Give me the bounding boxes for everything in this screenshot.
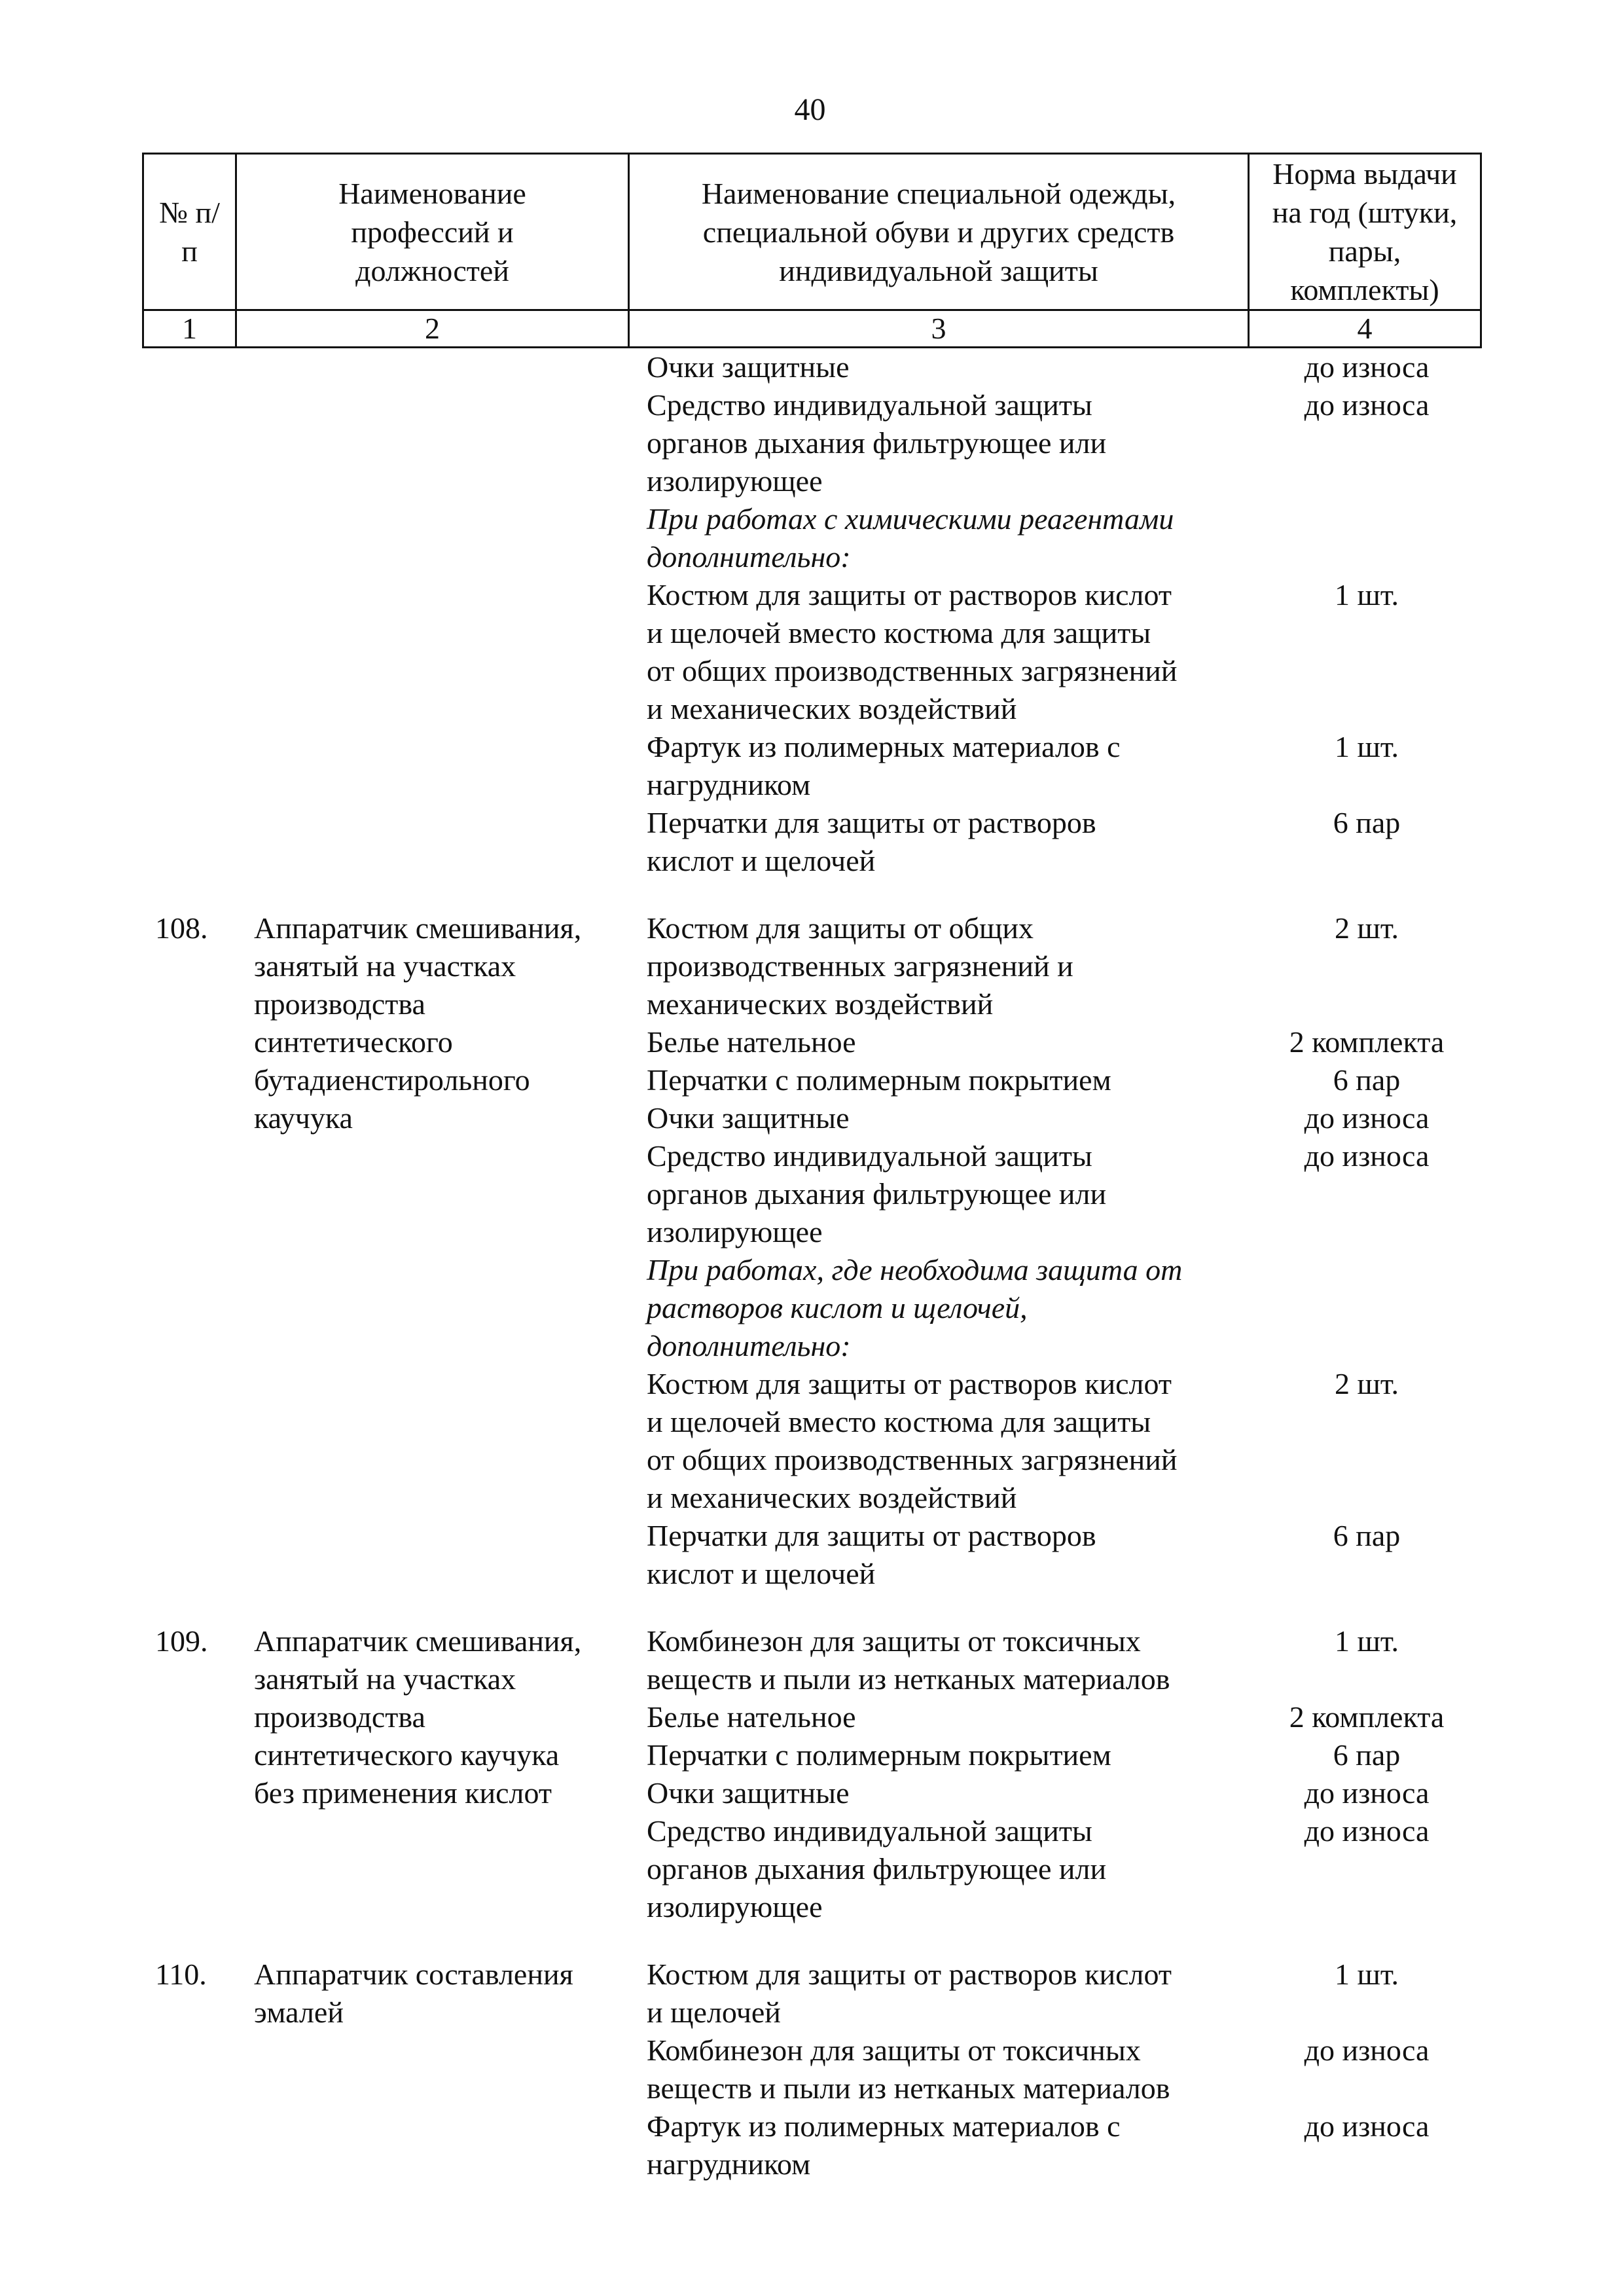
norm-text: до износа — [1304, 2109, 1430, 2143]
row-number: 110. — [155, 1958, 207, 1991]
table-header — [142, 153, 1482, 348]
norm-text: 2 комплекта — [1289, 1700, 1445, 1734]
profession-text: эмалей — [254, 1995, 344, 2029]
profession-text: без применения кислот — [254, 1776, 552, 1810]
row-number: 108. — [155, 911, 208, 945]
item-text: Средство индивидуальной защиты — [647, 1814, 1092, 1848]
item-text: Костюм для защиты от растворов кислот — [647, 1958, 1172, 1991]
item-text: Перчатки для защиты от растворов — [647, 1519, 1096, 1552]
header-col-norm: Норма выдачи на год (штуки, пары, комплекты) — [1249, 154, 1481, 310]
item-text: веществ и пыли из нетканых материалов — [647, 1662, 1170, 1696]
profession-text: бутадиенстирольного — [254, 1063, 530, 1097]
norm-text: 6 пар — [1333, 1063, 1401, 1097]
norm-text: 1 шт. — [1334, 578, 1399, 611]
item-text: Очки защитные — [647, 1776, 850, 1810]
norm-text: 1 шт. — [1334, 730, 1399, 763]
item-text: Комбинезон для защиты от токсичных — [647, 1624, 1141, 1658]
norm-text: до износа — [1304, 1101, 1430, 1135]
norm-text: 6 пар — [1333, 1519, 1401, 1552]
item-text: растворов кислот и щелочей, — [647, 1291, 1028, 1324]
item-text: и щелочей — [647, 1995, 781, 2029]
item-text: При работах, где необходима защита от — [647, 1253, 1183, 1286]
item-text: Белье нательное — [647, 1025, 856, 1059]
item-text: и щелочей вместо костюма для защиты — [647, 1405, 1151, 1438]
header-col-index-1: 1 — [143, 310, 236, 348]
item-text: кислот и щелочей — [647, 844, 876, 877]
item-text: нагрудником — [647, 2147, 811, 2181]
item-text: изолирующее — [647, 1215, 823, 1248]
profession-text: Аппаратчик смешивания, — [254, 1624, 582, 1658]
norm-text: 6 пар — [1333, 806, 1401, 839]
profession-text: Аппаратчик составления — [254, 1958, 573, 1991]
item-text: нагрудником — [647, 768, 811, 801]
header-col-index-2: 2 — [236, 310, 629, 348]
item-text: Фартук из полимерных материалов с — [647, 730, 1121, 763]
item-text: производственных загрязнений и — [647, 949, 1073, 983]
row-number: 109. — [155, 1624, 208, 1658]
item-text: Перчатки с полимерным покрытием — [647, 1063, 1111, 1097]
norm-text: 2 шт. — [1334, 911, 1399, 945]
item-text: Белье нательное — [647, 1700, 856, 1734]
item-text: Средство индивидуальной защиты — [647, 1139, 1092, 1173]
item-text: изолирующее — [647, 464, 823, 498]
item-text: Очки защитные — [647, 1101, 850, 1135]
item-text: Очки защитные — [647, 350, 850, 384]
item-text: органов дыхания фильтрующее или — [647, 426, 1107, 460]
item-text: Комбинезон для защиты от токсичных — [647, 2033, 1141, 2067]
profession-text: занятый на участках — [254, 949, 516, 983]
profession-text: синтетического каучука — [254, 1738, 560, 1772]
item-text: и щелочей вместо костюма для защиты — [647, 616, 1151, 649]
profession-text: синтетического — [254, 1025, 453, 1059]
profession-text: производства — [254, 987, 425, 1021]
header-col-profession: Наименование профессий и должностей — [236, 154, 629, 310]
item-text: от общих производственных загрязнений — [647, 654, 1178, 687]
item-text: дополнительно: — [647, 1329, 851, 1362]
item-text: от общих производственных загрязнений — [647, 1443, 1178, 1476]
norm-text: до износа — [1304, 1139, 1430, 1173]
page-number: 40 — [794, 92, 826, 127]
item-text: механических воздействий — [647, 987, 994, 1021]
norm-text: до износа — [1304, 350, 1430, 384]
item-text: изолирующее — [647, 1890, 823, 1923]
profession-text: каучука — [254, 1101, 353, 1135]
item-text: Костюм для защиты от растворов кислот — [647, 578, 1172, 611]
item-text: При работах с химическими реагентами — [647, 502, 1174, 536]
item-text: Фартук из полимерных материалов с — [647, 2109, 1121, 2143]
item-text: и механических воздействий — [647, 692, 1017, 725]
item-text: и механических воздействий — [647, 1481, 1017, 1514]
item-text: органов дыхания фильтрующее или — [647, 1177, 1107, 1211]
norm-text: 2 шт. — [1334, 1367, 1399, 1400]
item-text: кислот и щелочей — [647, 1557, 876, 1590]
item-text: Перчатки с полимерным покрытием — [647, 1738, 1111, 1772]
norm-text: 6 пар — [1333, 1738, 1401, 1772]
profession-text: Аппаратчик смешивания, — [254, 911, 582, 945]
item-text: Перчатки для защиты от растворов — [647, 806, 1096, 839]
norm-text: 1 шт. — [1334, 1624, 1399, 1658]
item-text: органов дыхания фильтрующее или — [647, 1852, 1107, 1886]
header-col-index-4: 4 — [1249, 310, 1481, 348]
header-col-index-3: 3 — [629, 310, 1249, 348]
item-text: Костюм для защиты от растворов кислот — [647, 1367, 1172, 1400]
profession-text: занятый на участках — [254, 1662, 516, 1696]
norm-text: 1 шт. — [1334, 1958, 1399, 1991]
norm-text: 2 комплекта — [1289, 1025, 1445, 1059]
item-text: Средство индивидуальной защиты — [647, 388, 1092, 422]
item-text: веществ и пыли из нетканых материалов — [647, 2071, 1170, 2105]
norm-text: до износа — [1304, 388, 1430, 422]
profession-text: производства — [254, 1700, 425, 1734]
header-col-equipment: Наименование специальной одежды, специальной обуви и других средств индивидуальной защиты — [629, 154, 1249, 310]
norm-text: до износа — [1304, 2033, 1430, 2067]
norm-text: до износа — [1304, 1814, 1430, 1848]
header-col-number: № п/п — [143, 154, 236, 310]
norm-text: до износа — [1304, 1776, 1430, 1810]
item-text: Костюм для защиты от общих — [647, 911, 1034, 945]
item-text: дополнительно: — [647, 540, 851, 574]
